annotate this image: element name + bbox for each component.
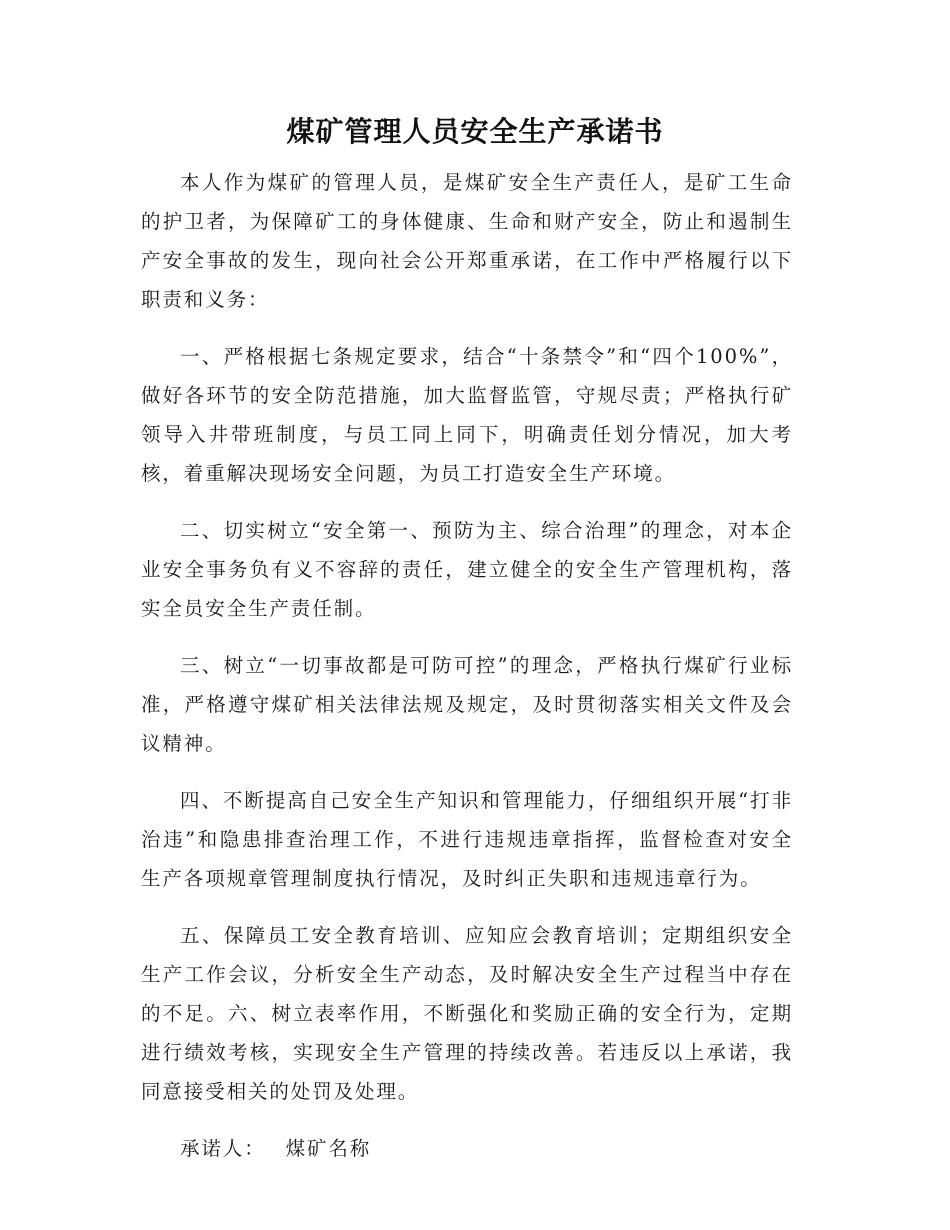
paragraph-item-3: 三、树立“一切事故都是可防可控”的理念，严格执行煤矿行业标准，严格遵守煤矿相关法律法规及规定，及时贯彻落实相关文件及会议精神。 [141, 654, 793, 755]
paragraph-item-5-6: 五、保障员工安全教育培训、应知应会教育培训；定期组织安全生产工作会议，分析安全生产动态，及时解决安全生产过程当中存在的不足。六、树立表率作用，不断强化和奖励正确的安全行为，定期进行绩效考核，实现安全生产管理的持续改善。若违反以上承诺，我同意接受相关的处罚及处理。 [141, 924, 793, 1103]
signature-label: 承诺人： [180, 1137, 266, 1160]
paragraph-item-1: 一、严格根据七条规定要求，结合“十条禁令”和“四个100%”，做好各环节的安全防范措施，加大监督监管，守规尽责；严格执行矿领导入井带班制度，与员工同上同下，明确责任划分情况，加大考核，着重解决现场安全问题，为员工打造安全生产环境。 [141, 345, 793, 485]
signature-value: 煤矿名称 [285, 1137, 372, 1160]
document-title: 煤矿管理人员安全生产承诺书 [286, 115, 664, 148]
paragraph-item-4: 四、不断提高自己安全生产知识和管理能力，仔细组织开展“打非治违”和隐患排查治理工作，不进行违规违章指挥，监督检查对安全生产各项规章管理制度执行情况，及时纠正失职和违规违章行为。 [141, 789, 793, 890]
signature-line [141, 1129, 793, 1168]
document-body [141, 163, 793, 1168]
paragraph-intro: 本人作为煤矿的管理人员，是煤矿安全生产责任人，是矿工生命的护卫者，为保障矿工的身体健康、生命和财产安全，防止和遏制生产安全事故的发生，现向社会公开郑重承诺，在工作中严格履行以下职责和义务： [141, 171, 793, 311]
paragraph-item-2: 二、切实树立“安全第一、预防为主、综合治理”的理念，对本企业安全事务负有义不容辞的责任，建立健全的安全生产管理机构，落实全员安全生产责任制。 [141, 519, 793, 620]
